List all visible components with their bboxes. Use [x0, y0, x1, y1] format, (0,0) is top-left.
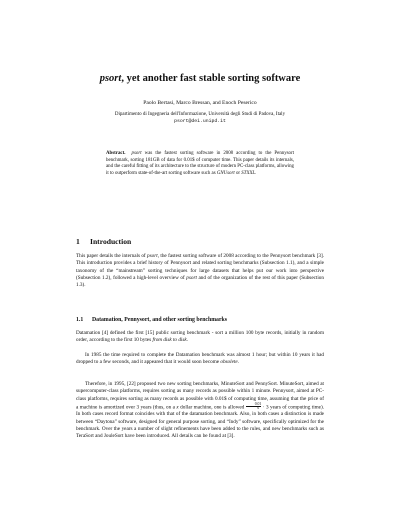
subsection-1-1-number: 1.1 — [76, 317, 84, 323]
section-1-heading — [76, 237, 131, 247]
paper-title — [40, 72, 360, 85]
section-1-number: 1 — [76, 237, 80, 246]
abstract-text-3: . — [255, 171, 257, 177]
abstract-text-1: was the fastest sorting software in 2008 according to the Pennysort benchmark, sorting 181GB of data for 0.01$ of computer time. This paper details its internals, and the careful fitting of its architecture to the structure of modern PC-class platforms, allowing it to outperform state-of-the-art sorting software such as — [106, 151, 294, 177]
pennysort-text-a: Therefore, in 1995, [22] proposed two new sorting benchmarks, MinuteSort and PennySort. MinuteSort, aimed at supercomputer-class platforms, requires sorting as many records as possible within 1 minute. Pennysort, aimed at PC-class platforms, requires sorting as many records as possible with 0.01$ of computing time, assuming that the price of a machine is amortized over 3 years (thus, on a — [76, 381, 324, 411]
abstract-label: Abstract. — [106, 151, 126, 156]
intro-text-a: This paper details the internals of — [76, 253, 148, 259]
subsection-1-1-heading — [76, 316, 227, 324]
intro-text-b: , the fastest sorting software of 2008 according to the Pennysort benchmark [3]. This introduction provides a brief history of Pennysort and related sorting benchmarks (Subsection 1.1), and a simple taxonomy of the “mainstream” sorting techniques for large datasets that helps put our work into perspective (Subsection 1.2), followed a high-level overview of — [76, 253, 324, 281]
cost-fraction — [246, 403, 262, 411]
datamation-text-b: . — [186, 337, 188, 344]
abstract-psort: psort — [131, 151, 142, 156]
intro-psort-2: psort — [186, 274, 197, 281]
fraction-numerator: 0.01 — [246, 403, 262, 408]
datamation-em: from disk to disk — [152, 337, 187, 344]
paper-authors: Paolo Bertasi, Marco Bressan, and Enoch Peserico — [143, 100, 257, 106]
paper-affiliation: Dipartimento di Ingegneria dell'Informazione, Università degli Studi di Padova, Italy — [114, 112, 286, 117]
abstract-text-2: or — [234, 171, 242, 177]
section-1-title: Introduction — [90, 237, 132, 246]
pennysort-text-b: dollar machine, one is allowed — [178, 404, 246, 411]
obsolete-em: obsolete — [220, 359, 238, 366]
pennysort-text-c: · 3 years of computing time). In both cases record format coincides with that of the datamation benchmark. Also, in both cases a distinction is made between “Daytona” software, designed for general purpose sorting, and “Indy” software, specifically optimized for the benchmark. Over the years a number of slight refinements have been added to the rules, and new benchmarks such as TeraSort and JouleSort have been introduced. All details can be found at [3]. — [76, 404, 324, 440]
abstract-stxxl: STXXL — [241, 171, 256, 177]
intro-paragraph — [76, 253, 324, 289]
title-rest: , yet another fast stable sorting software — [121, 73, 301, 84]
title-psort: psort — [99, 73, 122, 84]
pennysort-paragraph — [76, 381, 324, 441]
pennysort-x: x — [176, 404, 179, 411]
abstract — [106, 151, 294, 178]
obsolete-text-a: In 1985 the time required to complete the Datamation benchmark was almost 1 hour; but within 10 years it had dropped to a few seconds, and it appeared that it would soon become — [76, 352, 324, 366]
obsolete-paragraph — [76, 352, 324, 367]
subsection-1-1-title: Datamation, Pennysort, and other sorting benchmarks — [92, 317, 227, 323]
abstract-gnusort: GNUsort — [216, 171, 235, 177]
intro-psort-1: psort — [147, 253, 158, 259]
fraction-denominator: x — [257, 406, 259, 411]
paper-email: psort@dei.unipd.it — [174, 119, 226, 124]
intro-text-c: and of the organization of the rest of this paper (Subsection 1.3). — [76, 274, 324, 289]
obsolete-text-b: . — [237, 359, 239, 366]
datamation-text-a: Datamation [4] defined the first [15] public sorting benchmark - sort a million 100 byte records, initially in random order, according to the first 10 bytes — [76, 330, 324, 344]
datamation-paragraph — [76, 330, 324, 345]
